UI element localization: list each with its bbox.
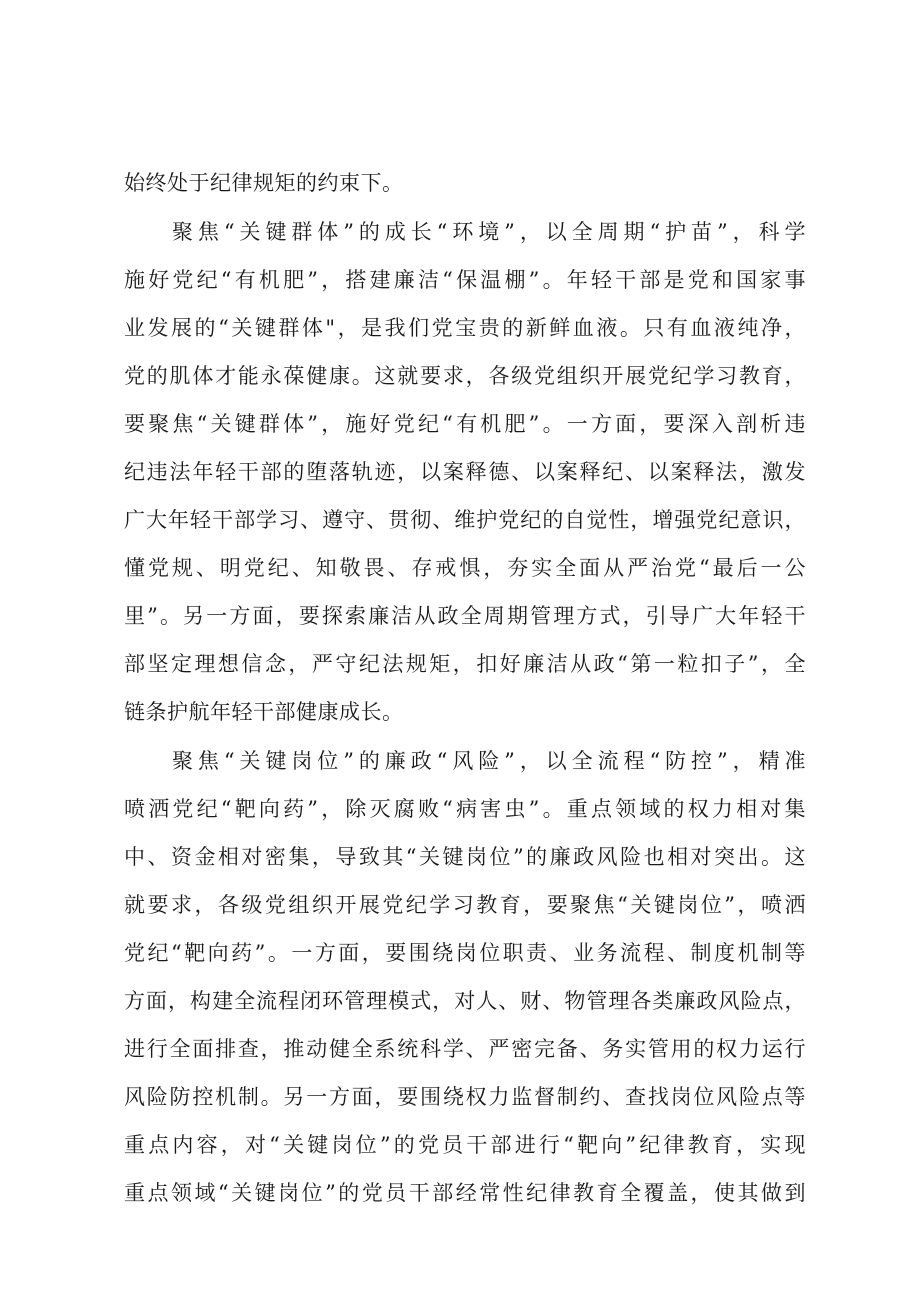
text-line: 始终处于纪律规矩的约束下。 (124, 171, 404, 195)
text-line: 链条护航年轻干部健康成长。 (124, 700, 404, 724)
text-line: 纪违法年轻干部的堕落轨迹，以案释德、以案释纪、以案释法，激发 (124, 460, 806, 484)
text-line: 党的肌体才能永葆健康。这就要求，各级党组织开展党纪学习教育， (124, 364, 806, 388)
text-line: 聚焦“关键岗位”的廉政“风险”，以全流程“防控”，精准 (172, 749, 806, 773)
text-line: 聚焦“关键群体”的成长“环境”，以全周期“护苗”，科学 (172, 220, 806, 244)
text-line: 党纪“靶向药”。一方面，要围绕岗位职责、业务流程、制度机制等 (124, 941, 806, 965)
text-line: 广大年轻干部学习、遵守、贯彻、维护党纪的自觉性，增强党纪意识， (124, 508, 806, 532)
text-line: 喷洒党纪“靶向药”，除灭腐败“病害虫”。重点领域的权力相对集 (124, 797, 806, 821)
text-line: 中、资金相对密集，导致其“关键岗位”的廉政风险也相对突出。这 (124, 845, 806, 869)
text-line: 里”。另一方面，要探索廉洁从政全周期管理方式，引导广大年轻干 (124, 604, 806, 628)
text-line: 重点内容，对“关键岗位”的党员干部进行“靶向”纪律教育，实现 (124, 1133, 806, 1157)
text-line: 部坚定理想信念，严守纪法规矩，扣好廉洁从政“第一粒扣子”，全 (124, 652, 806, 676)
text-line: 懂党规、明党纪、知敬畏、存戒惧，夯实全面从严治党“最后一公 (124, 556, 806, 580)
text-line: 方面，构建全流程闭环管理模式，对人、财、物管理各类廉政风险点， (124, 989, 806, 1013)
text-line: 进行全面排查，推动健全系统科学、严密完备、务实管用的权力运行 (124, 1037, 806, 1061)
text-line: 就要求，各级党组织开展党纪学习教育，要聚焦“关键岗位”，喷洒 (124, 893, 806, 917)
text-line: 风险防控机制。另一方面，要围绕权力监督制约、查找岗位风险点等 (124, 1085, 806, 1109)
text-line: 重点领域“关键岗位”的党员干部经常性纪律教育全覆盖，使其做到 (124, 1181, 806, 1205)
text-line: 要聚焦“关键群体”，施好党纪“有机肥”。一方面，要深入剖析违 (124, 412, 806, 436)
text-line: 业发展的“关键群体"，是我们党宝贵的新鲜血液。只有血液纯净， (124, 316, 806, 340)
text-line: 施好党纪“有机肥”，搭建廉洁“保温棚”。年轻干部是党和国家事 (124, 268, 806, 292)
